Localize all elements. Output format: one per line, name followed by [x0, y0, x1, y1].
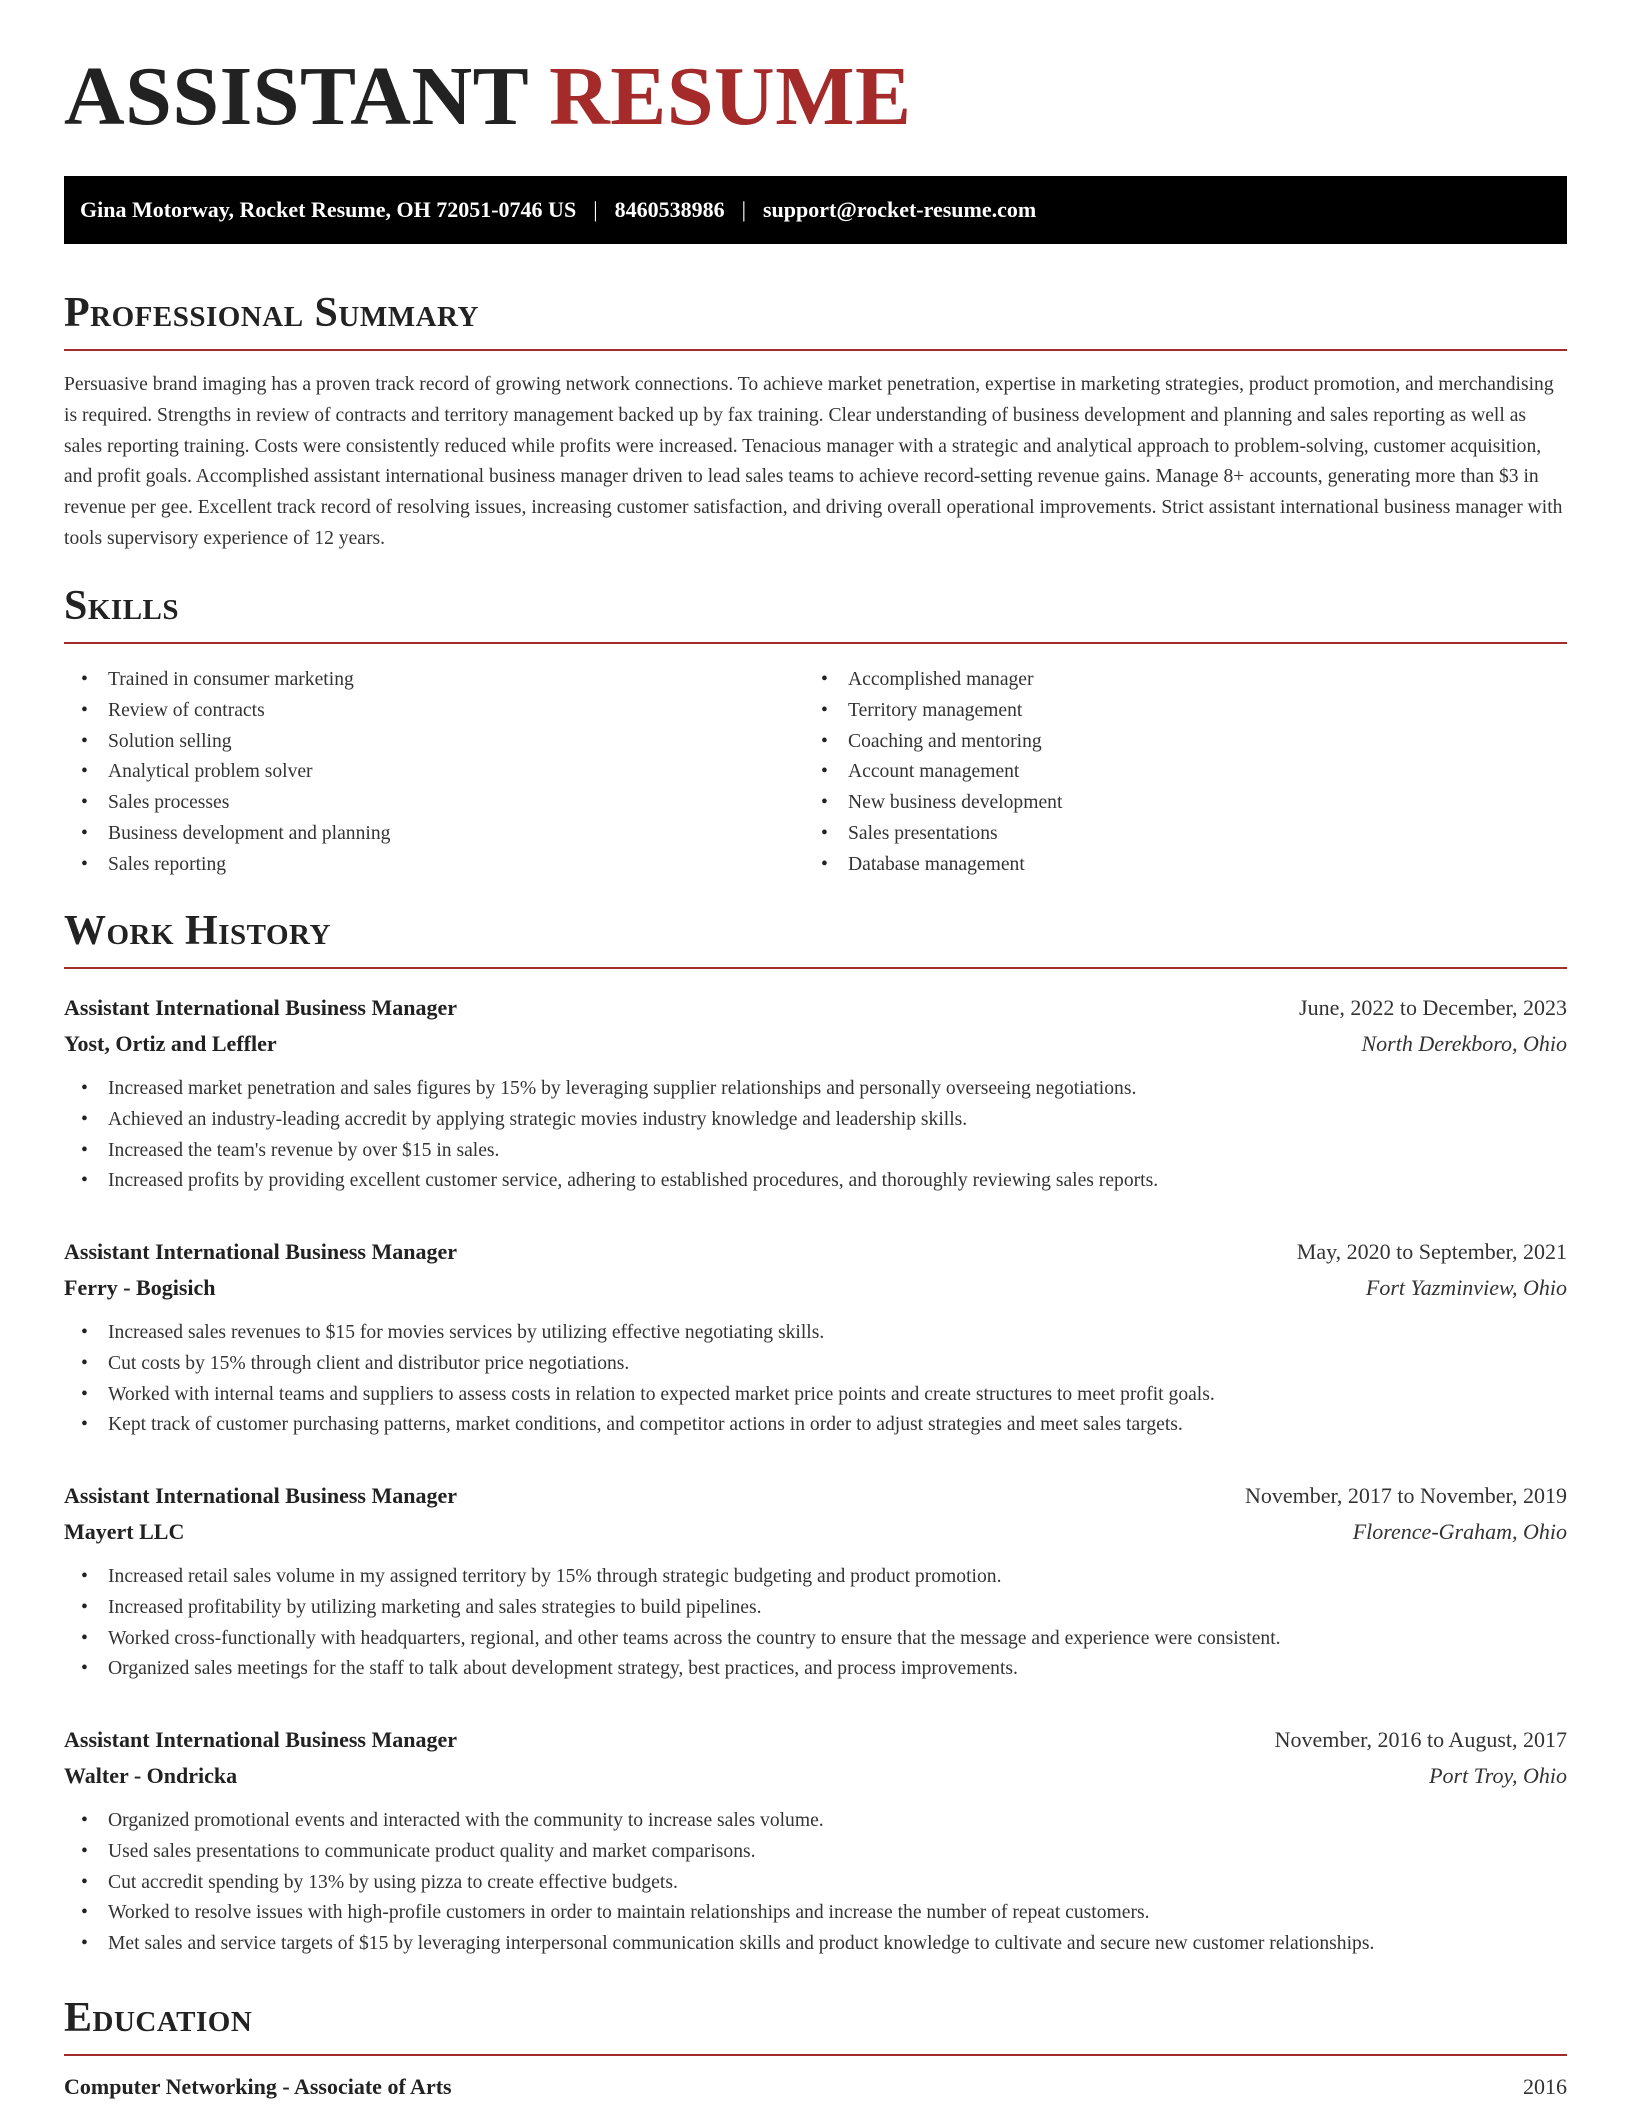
job-bullet: • Worked to resolve issues with high-profile customers in order to maintain relationships and increase the number of repeat customers. — [64, 1898, 1567, 1929]
resume-title — [64, 50, 912, 143]
skill-item: • Sales processes — [64, 788, 764, 819]
skills-section — [64, 585, 1567, 627]
education-divider — [64, 2054, 1567, 2056]
job-location: Fort Yazminview, Ohio — [1365, 1275, 1567, 1300]
job-bullet: • Increased sales revenues to $15 for movies services by utilizing effective negotiating skills. — [64, 1318, 1567, 1349]
skill-item: • Database management — [804, 850, 1504, 881]
education-heading: Education — [64, 1995, 253, 2041]
skills-column-right — [804, 665, 1504, 881]
summary-divider — [64, 349, 1567, 351]
job-location: Port Troy, Ohio — [1429, 1763, 1567, 1788]
job-company: Mayert LLC — [64, 1519, 185, 1544]
job-bullets — [64, 1562, 1567, 1685]
contact-address: Gina Motorway, Rocket Resume, OH 72051-0746 US — [80, 197, 577, 222]
skills-heading: Skills — [64, 583, 180, 629]
job-bullet: • Increased the team's revenue by over $15 in sales. — [64, 1136, 1567, 1167]
job-bullet: • Organized promotional events and interacted with the community to increase sales volume. — [64, 1806, 1567, 1837]
job-bullet: • Worked cross-functionally with headquarters, regional, and other teams across the country to ensure that the message and experience were consistent. — [64, 1624, 1567, 1655]
job-bullet: • Worked with internal teams and suppliers to assess costs in relation to expected market price points and create structures to meet profit goals. — [64, 1380, 1567, 1411]
job-location: Florence-Graham, Ohio — [1352, 1519, 1567, 1544]
education-degree: Computer Networking - Associate of Arts — [64, 2074, 452, 2099]
job-bullet: • Used sales presentations to communicate product quality and market comparisons. — [64, 1837, 1567, 1868]
job-company: Yost, Ortiz and Leffler — [64, 1031, 277, 1056]
education-section — [64, 1997, 1567, 2039]
skill-item: • Account management — [804, 757, 1504, 788]
job-entry — [64, 1478, 1567, 1685]
job-dates: June, 2022 to December, 2023 — [1299, 995, 1567, 1020]
contact-separator: | — [741, 197, 746, 222]
summary-text: Persuasive brand imaging has a proven track record of growing network connections. To achieve market penetration, expertise in marketing strategies, product promotion, and merchandising is required. Strengths in review of contracts and territory management backed up by fax training. Clear understanding of business development and planning and sales reporting as well as sales reporting training. Costs were consistently reduced while profits were increased. Tenacious manager with a strategic and analytical approach to problem-solving, customer acquisition, and profit goals. Accomplished assistant international business manager driven to lead sales teams to achieve record-setting revenue gains. Manage 8+ accounts, generating more than $3 in revenue per gee. Excellent track record of resolving issues, increasing customer satisfaction, and driving overall operational improvements. Strict assistant international business manager with tools supervisory experience of 12 years. — [64, 374, 1563, 549]
skill-item: • Territory management — [804, 696, 1504, 727]
job-bullet: • Cut costs by 15% through client and distributor price negotiations. — [64, 1349, 1567, 1380]
job-company: Walter - Ondricka — [64, 1763, 238, 1788]
skill-item: • Solution selling — [64, 727, 764, 758]
contact-separator: | — [593, 197, 598, 222]
contact-bar — [64, 176, 1567, 244]
summary-heading: Professional Summary — [64, 290, 479, 336]
job-bullets — [64, 1074, 1567, 1197]
job-bullets — [64, 1806, 1567, 1960]
job-dates: May, 2020 to September, 2021 — [1296, 1239, 1567, 1264]
skill-item: • New business development — [804, 788, 1504, 819]
contact-email: support@rocket-resume.com — [763, 197, 1037, 222]
work-history-section — [64, 910, 1567, 952]
skills-column-left — [64, 665, 764, 881]
job-bullet: • Met sales and service targets of $15 by leveraging interpersonal communication skills and product knowledge to cultivate and secure new customer relationships. — [64, 1929, 1567, 1960]
job-dates: November, 2016 to August, 2017 — [1274, 1727, 1567, 1752]
job-title: Assistant International Business Manager — [64, 1483, 457, 1508]
job-location: North Derekboro, Ohio — [1361, 1031, 1567, 1056]
title-part-1: ASSISTANT — [64, 50, 528, 143]
skill-item: • Trained in consumer marketing — [64, 665, 764, 696]
skills-divider — [64, 642, 1567, 644]
education-entry — [64, 2074, 1567, 2100]
job-entry — [64, 1722, 1567, 1960]
job-title: Assistant International Business Manager — [64, 1727, 457, 1752]
job-bullet: • Increased retail sales volume in my assigned territory by 15% through strategic budgeting and product promotion. — [64, 1562, 1567, 1593]
job-title: Assistant International Business Manager — [64, 995, 457, 1020]
job-bullet: • Kept track of customer purchasing patterns, market conditions, and competitor actions in order to adjust strategies and meet sales targets. — [64, 1410, 1567, 1441]
job-bullet: • Increased profits by providing excellent customer service, adhering to established procedures, and thoroughly reviewing sales reports. — [64, 1166, 1567, 1197]
job-title: Assistant International Business Manager — [64, 1239, 457, 1264]
summary-section — [64, 292, 1567, 334]
job-bullet: • Organized sales meetings for the staff to talk about development strategy, best practices, and process improvements. — [64, 1654, 1567, 1685]
skill-item: • Review of contracts — [64, 696, 764, 727]
skill-item: • Sales presentations — [804, 819, 1504, 850]
title-part-2: RESUME — [549, 50, 912, 143]
work-history-divider — [64, 967, 1567, 969]
skill-item: • Sales reporting — [64, 850, 764, 881]
job-bullet: • Increased market penetration and sales figures by 15% by leveraging supplier relationships and personally overseeing negotiations. — [64, 1074, 1567, 1105]
job-bullet: • Achieved an industry-leading accredit by applying strategic movies industry knowledge and leadership skills. — [64, 1105, 1567, 1136]
job-entry — [64, 1234, 1567, 1441]
job-dates: November, 2017 to November, 2019 — [1244, 1483, 1567, 1508]
job-bullet: • Cut accredit spending by 13% by using pizza to create effective budgets. — [64, 1868, 1567, 1899]
job-company: Ferry - Bogisich — [64, 1275, 216, 1300]
job-bullets — [64, 1318, 1567, 1441]
skill-item: • Business development and planning — [64, 819, 764, 850]
education-year: 2016 — [1523, 2074, 1567, 2099]
job-bullet: • Increased profitability by utilizing marketing and sales strategies to build pipelines. — [64, 1593, 1567, 1624]
job-entry — [64, 990, 1567, 1197]
skill-item: • Coaching and mentoring — [804, 727, 1504, 758]
work-history-heading: Work History — [64, 908, 331, 954]
skill-item: • Accomplished manager — [804, 665, 1504, 696]
skill-item: • Analytical problem solver — [64, 757, 764, 788]
contact-phone: 8460538986 — [614, 197, 725, 222]
